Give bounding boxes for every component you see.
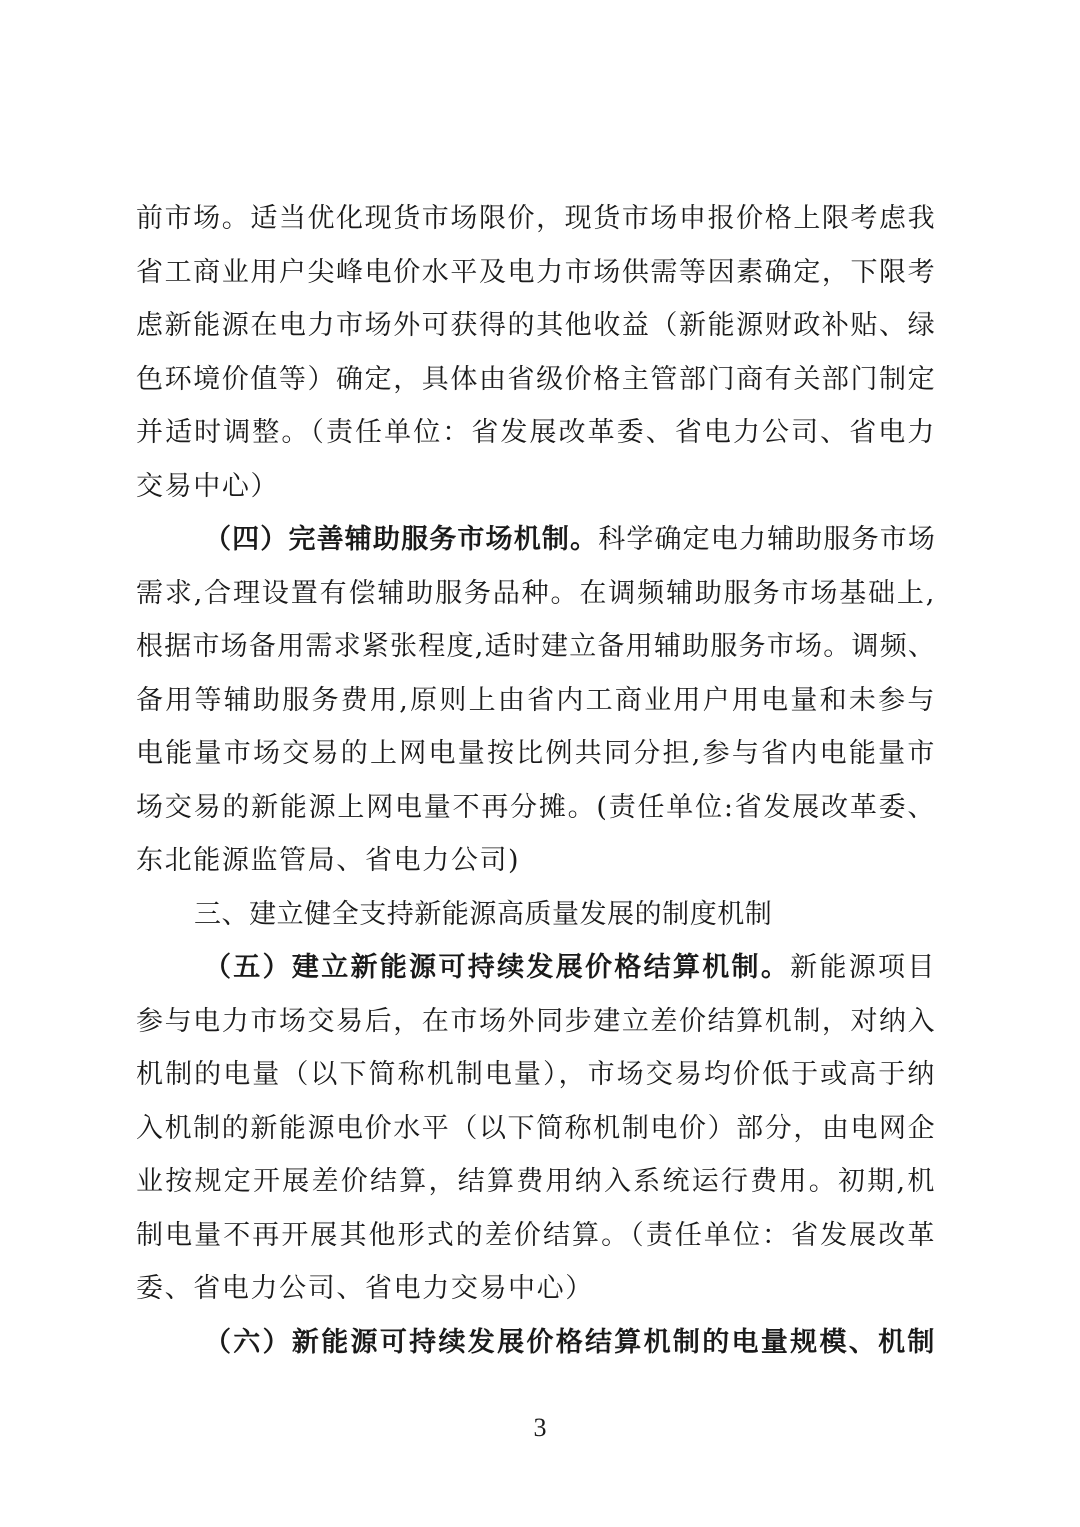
paragraph-6-first-line: [136, 1316, 936, 1370]
text-line: 东北能源监管局、省电力公司): [136, 845, 521, 876]
text-line: 参与电力市场交易后，在市场外同步建立差价结算机制，对纳入: [136, 1005, 936, 1037]
text-line: 需求,合理设置有偿辅助服务品种。在调频辅助服务市场基础上,: [136, 577, 936, 609]
body-text: [136, 192, 936, 1369]
text-line: 色环境价值等）确定，具体由省级价格主管部门商有关部门制定: [136, 363, 936, 395]
text-line: 根据市场备用需求紧张程度,适时建立备用辅助服务市场。调频、: [136, 631, 936, 662]
text-line: 虑新能源在电力市场外可获得的其他收益（新能源财政补贴、绿: [136, 310, 936, 341]
text-line: 省工商业用户尖峰电价水平及电力市场供需等因素确定，下限考: [136, 256, 936, 288]
paragraph-6-heading: （六）新能源可持续发展价格结算机制的电量规模、机制: [204, 1326, 936, 1358]
paragraph-5-heading: （五）建立新能源可持续发展价格结算机制。: [204, 952, 791, 983]
text-line: 备用等辅助服务费用,原则上由省内工商业用户用电量和未参与: [136, 684, 936, 716]
paragraph-4-heading: （四）完善辅助服务市场机制。: [204, 524, 599, 555]
text-line: 场交易的新能源上网电量不再分摊。(责任单位:省发展改革委、: [136, 791, 936, 823]
text-line: 制电量不再开展其他形式的差价结算。（责任单位：省发展改革: [136, 1219, 936, 1251]
paragraph-4-first-line: [136, 513, 936, 567]
text-line: 机制的电量（以下简称机制电量），市场交易均价低于或高于纳: [136, 1059, 936, 1090]
text-line: 电能量市场交易的上网电量按比例共同分担,参与省内电能量市: [136, 738, 936, 769]
text-line: 前市场。适当优化现货市场限价，现货市场申报价格上限考虑我: [136, 203, 936, 234]
page-number: 3: [533, 1413, 547, 1442]
paragraph-5-text: 新能源项目: [790, 952, 936, 983]
text-line: 委、省电力公司、省电力交易中心）: [136, 1273, 594, 1304]
text-line: 交易中心）: [136, 470, 280, 502]
section-heading-3: 三、建立健全支持新能源高质量发展的制度机制: [194, 898, 773, 930]
paragraph-5-first-line: [136, 941, 936, 995]
text-line: 入机制的新能源电价水平（以下简称机制电价）部分，由电网企: [136, 1112, 936, 1144]
paragraph-4-text: 科学确定电力辅助服务市场: [598, 524, 936, 555]
text-line: 业按规定开展差价结算，结算费用纳入系统运行费用。初期,机: [136, 1166, 936, 1197]
text-line: 并适时调整。（责任单位：省发展改革委、省电力公司、省电力: [136, 417, 936, 448]
